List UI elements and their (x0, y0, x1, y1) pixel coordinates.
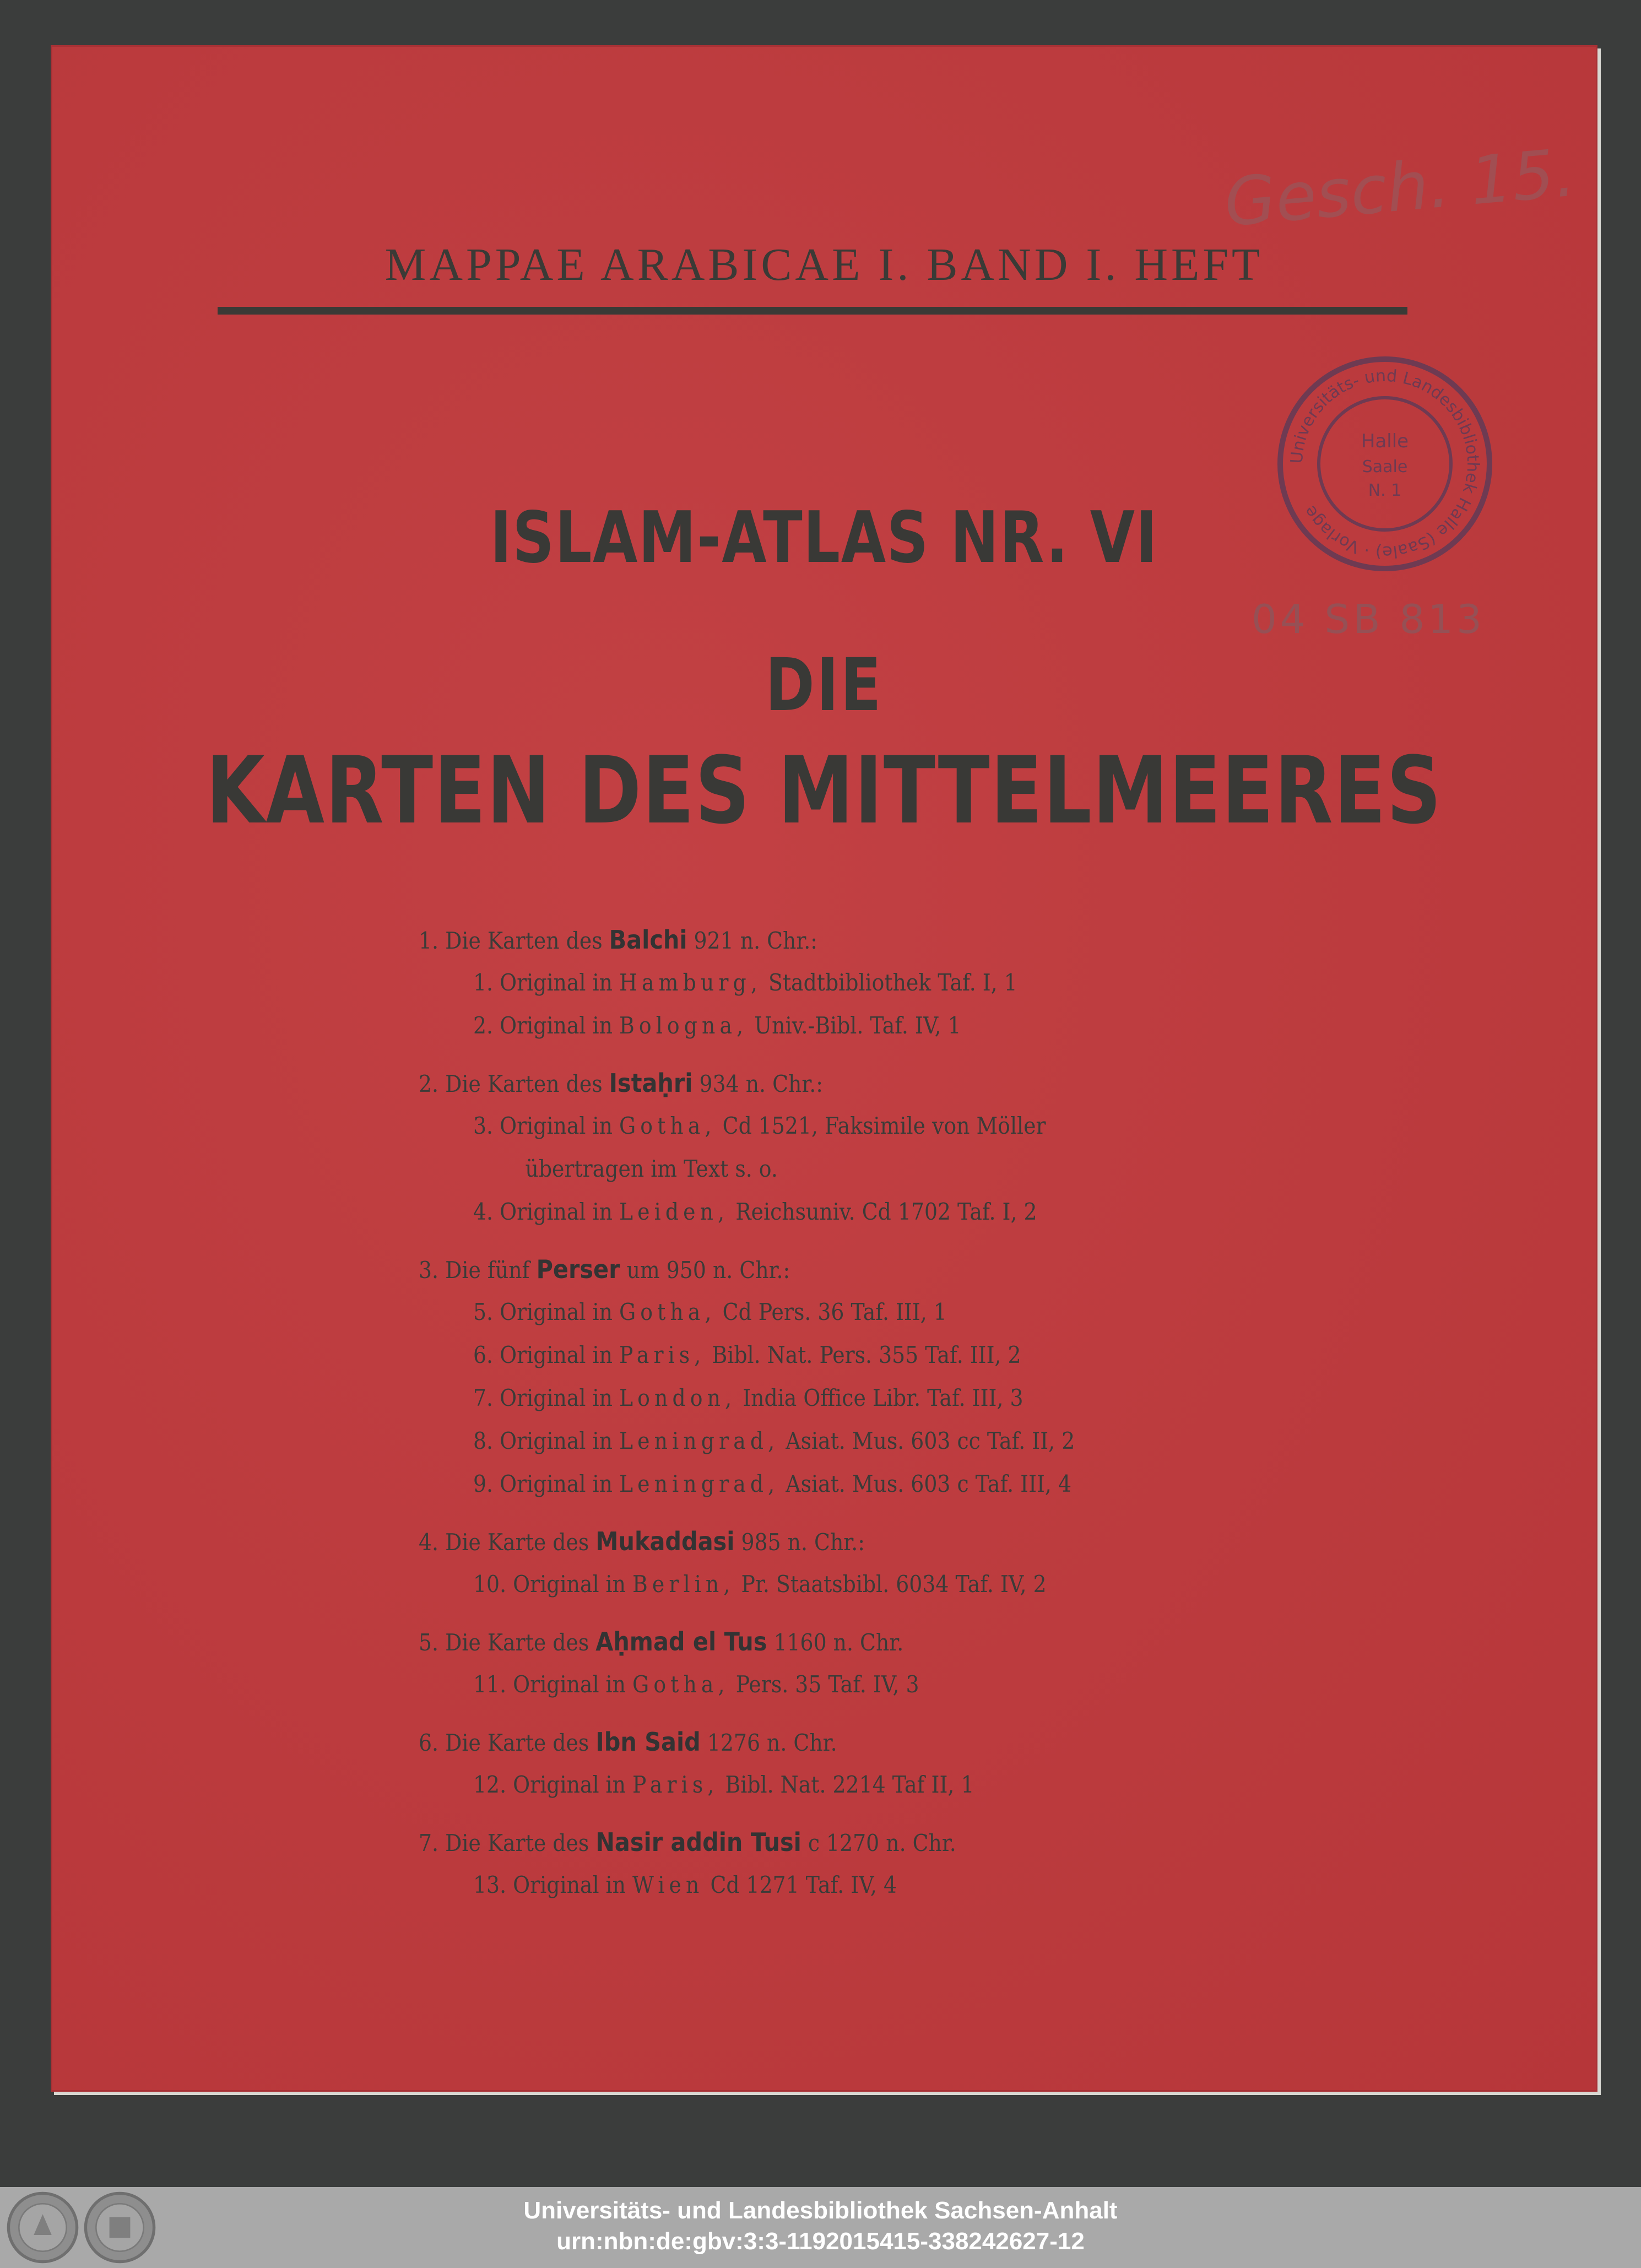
entry-prefix: Original in (500, 1427, 613, 1454)
map-entry (419, 1463, 1361, 1506)
handwritten-note: Gesch. 15. (1221, 134, 1579, 242)
entry-prefix: Original in (500, 1470, 613, 1497)
contents-group (419, 1520, 1361, 1606)
contents-list (419, 918, 1361, 1921)
map-entry (419, 1563, 1361, 1606)
heading-suffix: 934 n. Chr.: (699, 1070, 824, 1097)
entry-number: 11. (473, 1671, 507, 1698)
contents-group (419, 1620, 1361, 1706)
map-entry (419, 961, 1361, 1004)
entry-place: Leningrad, (619, 1427, 779, 1454)
author-name: Nasir addin Tusi (595, 1827, 801, 1857)
entry-details: Cd 1521, Faksimile von Möller (722, 1112, 1046, 1139)
entry-number: 2. (473, 1012, 494, 1039)
contents-heading (419, 1062, 1361, 1105)
library-footer (0, 2187, 1641, 2268)
contents-heading (419, 1248, 1361, 1291)
map-entry (419, 1420, 1361, 1463)
entry-place: Wien (632, 1871, 704, 1898)
contents-group (419, 1062, 1361, 1233)
map-entry (419, 1334, 1361, 1377)
heading-prefix: Die Karte des (445, 1529, 589, 1556)
contents-group (419, 918, 1361, 1047)
heading-prefix: Die Karte des (445, 1729, 589, 1756)
entry-details: Bibl. Nat. 2214 Taf II, 1 (725, 1771, 974, 1798)
entry-place: London, (619, 1384, 736, 1411)
author-name: Ibn Said (595, 1727, 701, 1757)
map-entry (419, 1663, 1361, 1706)
entry-place: Gotha, (632, 1671, 729, 1698)
entry-prefix: Original in (513, 1771, 626, 1798)
entry-number: 9. (473, 1470, 494, 1497)
svg-text:Halle: Halle (1361, 430, 1409, 452)
entry-prefix: Original in (500, 1198, 613, 1225)
entry-details: Asiat. Mus. 603 c Taf. III, 4 (786, 1470, 1072, 1497)
heading-suffix: 1276 n. Chr. (707, 1729, 837, 1756)
map-entry (419, 1190, 1361, 1233)
heading-prefix: Die Karten des (445, 927, 603, 954)
entry-details: Bibl. Nat. Pers. 355 Taf. III, 2 (712, 1341, 1021, 1368)
entry-place: Paris, (619, 1341, 706, 1368)
map-entry (419, 1291, 1361, 1334)
heading-number: 6. (419, 1729, 439, 1756)
entry-number: 5. (473, 1298, 494, 1325)
heading-number: 4. (419, 1529, 439, 1556)
map-entry (419, 1004, 1361, 1047)
map-entry (419, 1864, 1361, 1907)
atlas-title: ISLAM-ATLAS NR. VI (490, 497, 1158, 579)
entry-place: Paris, (632, 1771, 719, 1798)
entry-continuation: übertragen im Text s. o. (525, 1155, 778, 1182)
entry-place: Gotha, (619, 1298, 716, 1325)
entry-place: Bologna, (619, 1012, 748, 1039)
contents-heading (419, 1620, 1361, 1663)
heading-suffix: um 950 n. Chr.: (626, 1257, 790, 1284)
svg-text:N. 1: N. 1 (1368, 481, 1402, 500)
shelfmark: 04 SB 813 (1252, 596, 1485, 642)
entry-place: Hamburg, (619, 969, 762, 996)
entry-place: Leiden, (619, 1198, 729, 1225)
contents-heading (419, 1720, 1361, 1763)
author-name: Perser (536, 1254, 620, 1284)
heading-number: 2. (419, 1070, 439, 1097)
heading-rule (218, 307, 1407, 315)
author-name: Balchi (609, 925, 687, 955)
heading-number: 1. (419, 927, 439, 954)
entry-number: 1. (473, 969, 494, 996)
entry-prefix: Original in (513, 1671, 626, 1698)
heading-number: 7. (419, 1829, 439, 1856)
entry-prefix: Original in (500, 1384, 613, 1411)
contents-heading (419, 1821, 1361, 1864)
author-name: Istaḥri (609, 1068, 693, 1098)
heading-suffix: 985 n. Chr.: (741, 1529, 865, 1556)
main-title-die: DIE (765, 643, 883, 728)
map-entry (419, 1763, 1361, 1806)
entry-prefix: Original in (513, 1571, 626, 1598)
entry-number: 7. (473, 1384, 494, 1411)
heading-number: 3. (419, 1257, 439, 1284)
heading-suffix: 1160 n. Chr. (773, 1629, 904, 1656)
heading-suffix: c 1270 n. Chr. (808, 1829, 956, 1856)
contents-heading (419, 1520, 1361, 1563)
heading-number: 5. (419, 1629, 439, 1656)
contents-group (419, 1720, 1361, 1806)
footer-library-name: Universitäts- und Landesbibliothek Sachsen-Anhalt (523, 2197, 1118, 2224)
map-entry (419, 1105, 1361, 1147)
entry-number: 13. (473, 1871, 507, 1898)
heading-prefix: Die Karte des (445, 1829, 589, 1856)
stamp-ring-text: Universitäts- und Landesbibliothek Halle (Saale) · Vorlage (1287, 366, 1483, 562)
entry-details: Univ.-Bibl. Taf. IV, 1 (754, 1012, 961, 1039)
entry-number: 10. (473, 1571, 507, 1598)
entry-details: Pr. Staatsbibl. 6034 Taf. IV, 2 (741, 1571, 1047, 1598)
contents-group (419, 1821, 1361, 1907)
author-name: Aḥmad el Tus (595, 1627, 767, 1657)
author-name: Mukaddasi (595, 1527, 735, 1556)
contents-heading (419, 918, 1361, 961)
main-title: KARTEN DES MITTELMEERES (206, 737, 1442, 845)
entry-number: 12. (473, 1771, 507, 1798)
heading-prefix: Die Karten des (445, 1070, 603, 1097)
entry-prefix: Original in (500, 1298, 613, 1325)
heading-prefix: Die fünf (445, 1257, 530, 1284)
entry-number: 3. (473, 1112, 494, 1139)
entry-number: 8. (473, 1427, 494, 1454)
entry-prefix: Original in (500, 1112, 613, 1139)
entry-prefix: Original in (500, 1341, 613, 1368)
entry-prefix: Original in (513, 1871, 626, 1898)
entry-number: 4. (473, 1198, 494, 1225)
entry-details: Stadtbibliothek Taf. I, 1 (768, 969, 1017, 996)
document-cover (51, 45, 1597, 2092)
entry-number: 6. (473, 1341, 494, 1368)
entry-prefix: Original in (500, 1012, 613, 1039)
heading-prefix: Die Karte des (445, 1629, 589, 1656)
entry-prefix: Original in (500, 969, 613, 996)
entry-details: India Office Libr. Taf. III, 3 (743, 1384, 1023, 1411)
entry-place: Leningrad, (619, 1470, 779, 1497)
series-heading: MAPPAE ARABICAE I. BAND I. HEFT (384, 239, 1264, 290)
entry-details: Reichsuniv. Cd 1702 Taf. I, 2 (735, 1198, 1037, 1225)
heading-suffix: 921 n. Chr.: (694, 927, 818, 954)
entry-details: Cd 1271 Taf. IV, 4 (710, 1871, 897, 1898)
entry-details: Cd Pers. 36 Taf. III, 1 (722, 1298, 947, 1325)
svg-text:Saale: Saale (1362, 457, 1408, 477)
map-entry (419, 1377, 1361, 1420)
contents-group (419, 1248, 1361, 1506)
entry-place: Gotha, (619, 1112, 716, 1139)
entry-details: Asiat. Mus. 603 cc Taf. II, 2 (786, 1427, 1075, 1454)
entry-details: Pers. 35 Taf. IV, 3 (735, 1671, 919, 1698)
footer-urn: urn:nbn:de:gbv:3:3-1192015415-338242627-12 (556, 2228, 1085, 2255)
entry-place: Berlin, (632, 1571, 735, 1598)
